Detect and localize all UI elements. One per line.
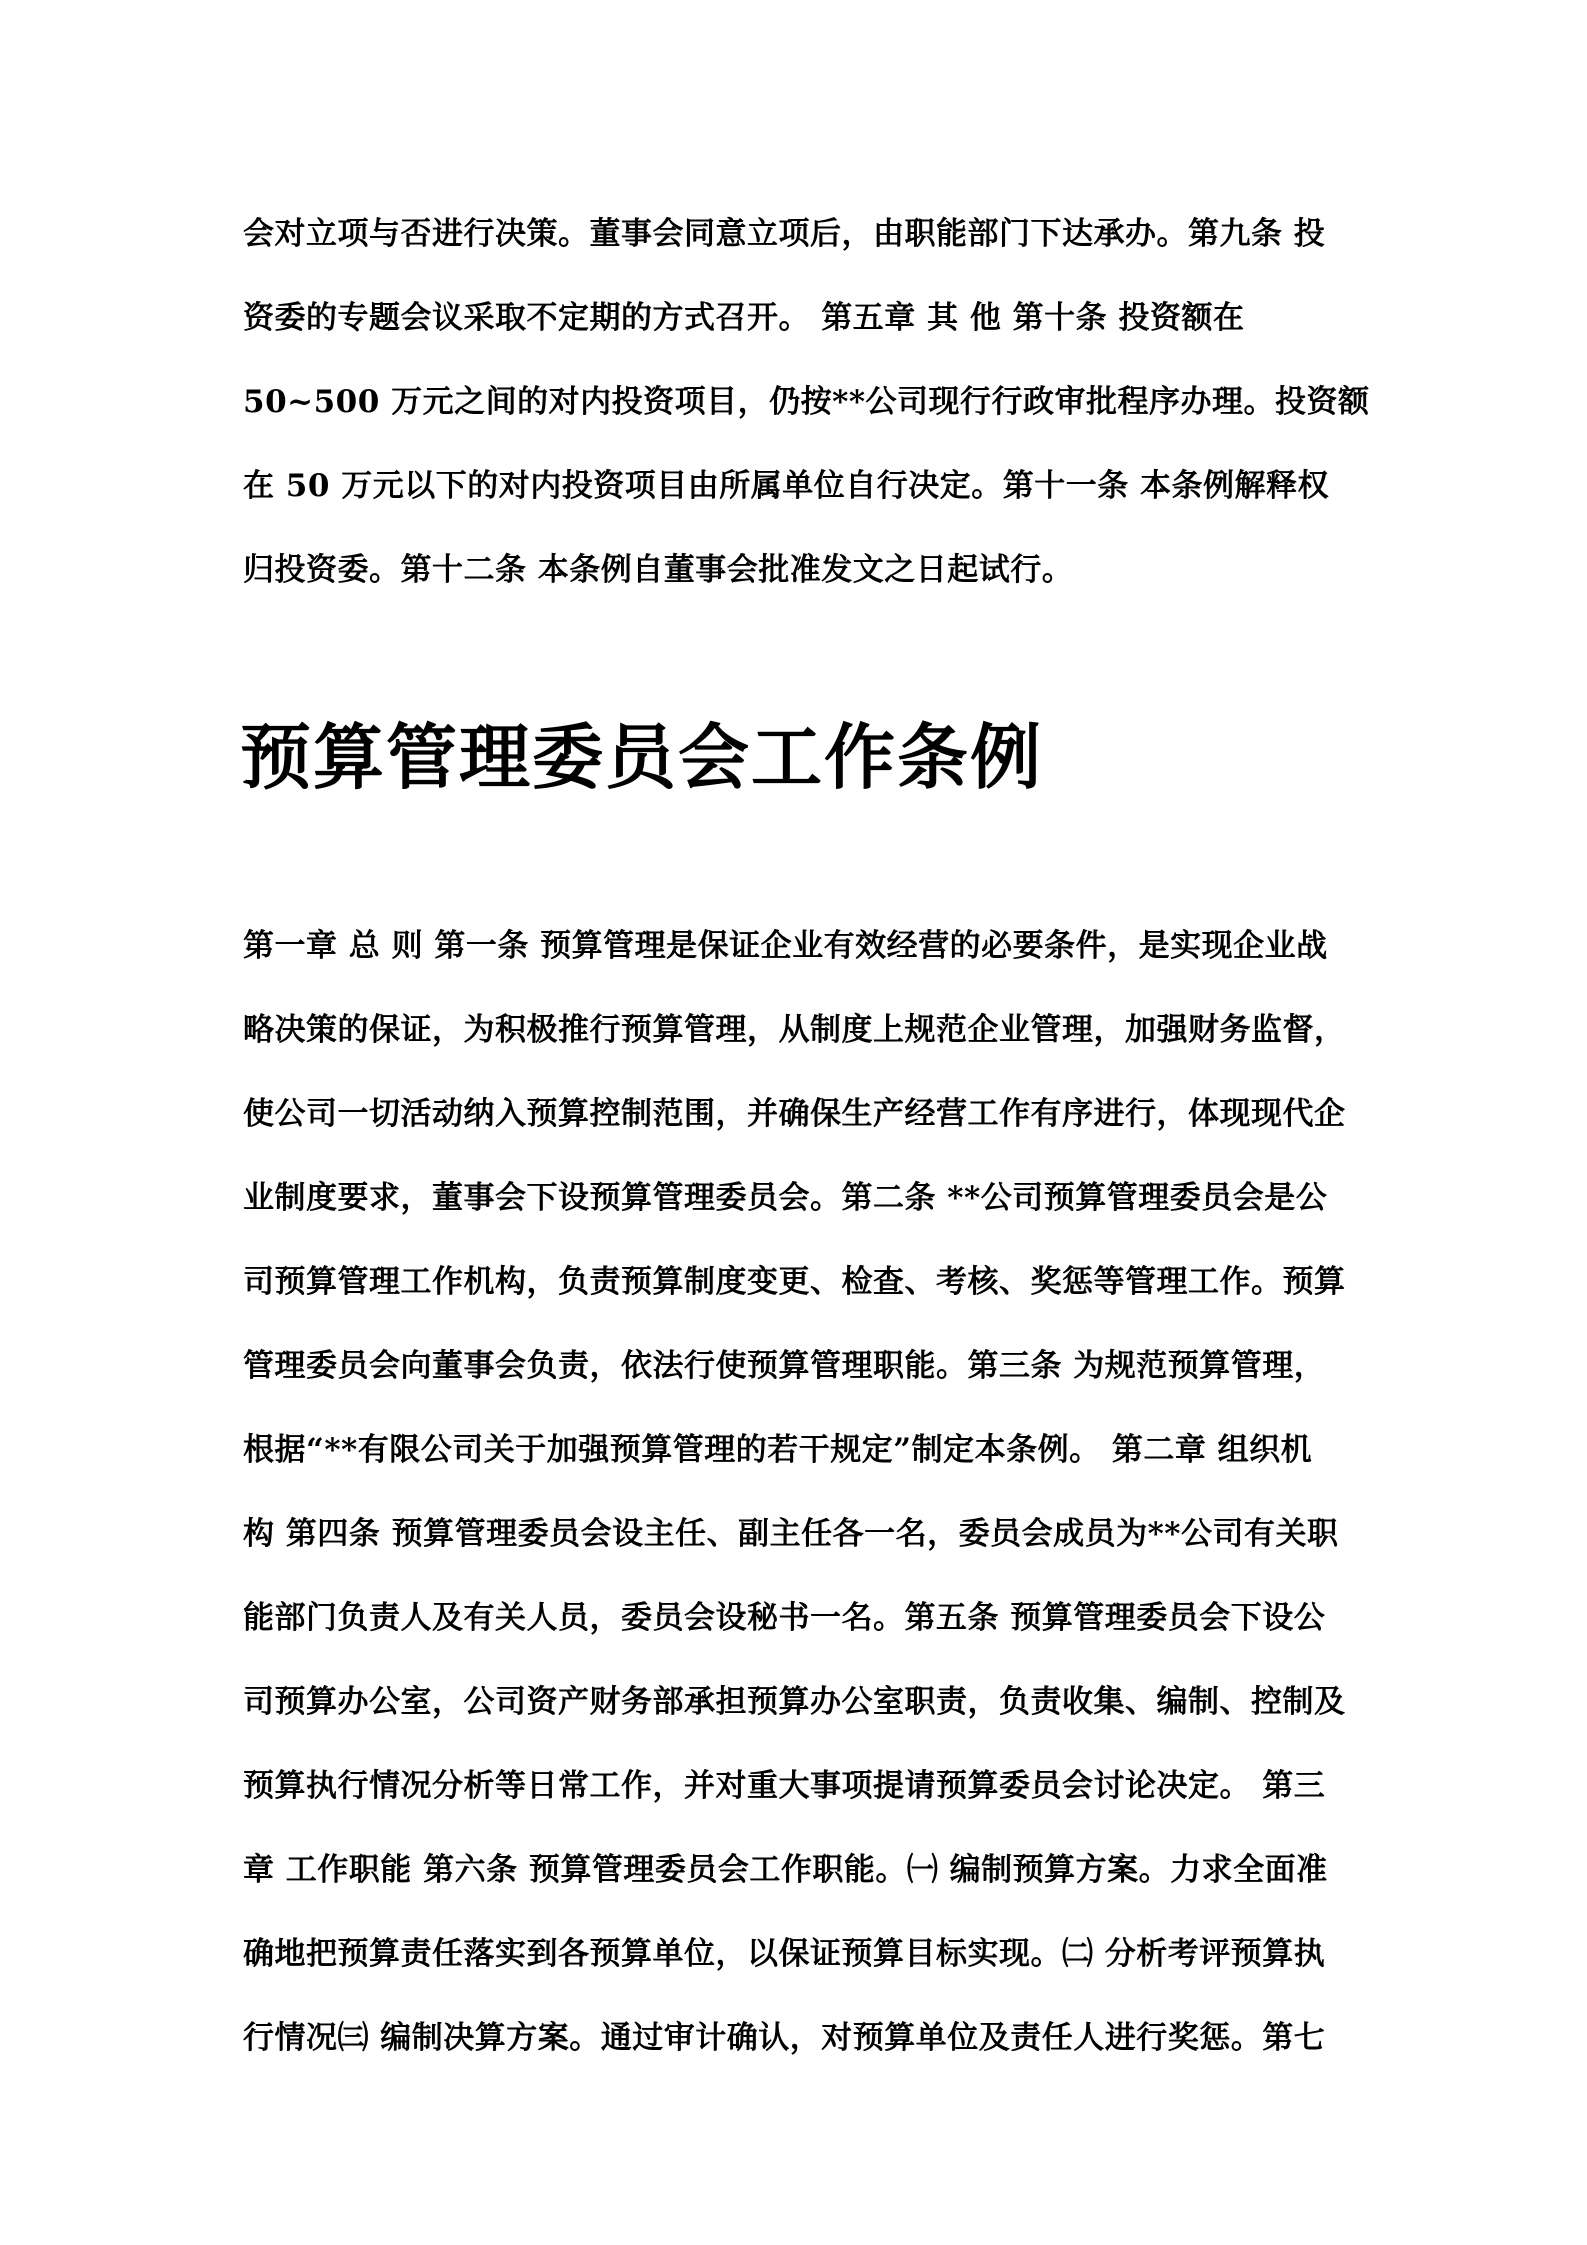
text-line: 管理委员会向董事会负责，依法行使预算管理职能。第三条 为规范预算管理， <box>243 1348 1326 1384</box>
text-line: 在 50 万元以下的对内投资项目由所属单位自行决定。第十一条 本条例解释权 <box>243 468 1330 504</box>
text-line: 资委的专题会议采取不定期的方式召开。 第五章 其 他 第十条 投资额在 <box>243 300 1245 336</box>
text-line: 略决策的保证，为积极推行预算管理，从制度上规范企业管理，加强财务监督， <box>243 1012 1346 1048</box>
text-line: 确地把预算责任落实到各预算单位，以保证预算目标实现。㈡ 分析考评预算执 <box>243 1936 1326 1972</box>
text-line: 构 第四条 预算管理委员会设主任、副主任各一名，委员会成员为**公司有关职 <box>243 1516 1339 1552</box>
text-line: 归投资委。第十二条 本条例自董事会批准发文之日起试行。 <box>243 552 1074 588</box>
text-line: 50~500 万元之间的对内投资项目，仍按**公司现行行政审批程序办理。投资额 <box>243 384 1370 420</box>
text-line: 业制度要求，董事会下设预算管理委员会。第二条 **公司预算管理委员会是公 <box>243 1180 1328 1216</box>
text-line: 第一章 总 则 第一条 预算管理是保证企业有效经营的必要条件，是实现企业战 <box>243 928 1328 964</box>
text-line: 使公司一切活动纳入预算控制范围，并确保生产经营工作有序进行，体现现代企 <box>243 1096 1346 1132</box>
text-line: 司预算管理工作机构，负责预算制度变更、检查、考核、奖惩等管理工作。预算 <box>243 1264 1346 1300</box>
text-line: 根据“**有限公司关于加强预算管理的若干规定”制定本条例。 第二章 组织机 <box>243 1432 1313 1468</box>
text-line: 预算执行情况分析等日常工作，并对重大事项提请预算委员会讨论决定。 第三 <box>243 1768 1326 1804</box>
text-line: 会对立项与否进行决策。董事会同意立项后，由职能部门下达承办。第九条 投 <box>243 216 1326 252</box>
text-line: 行情况㈢ 编制决算方案。通过审计确认，对预算单位及责任人进行奖惩。第七 <box>243 2020 1326 2056</box>
document-title: 预算管理委员会工作条例 <box>240 715 1044 799</box>
text-line: 章 工作职能 第六条 预算管理委员会工作职能。㈠ 编制预算方案。力求全面准 <box>243 1852 1328 1888</box>
text-line: 司预算办公室，公司资产财务部承担预算办公室职责，负责收集、编制、控制及 <box>243 1684 1346 1720</box>
text-line: 能部门负责人及有关人员，委员会设秘书一名。第五条 预算管理委员会下设公 <box>243 1600 1326 1636</box>
